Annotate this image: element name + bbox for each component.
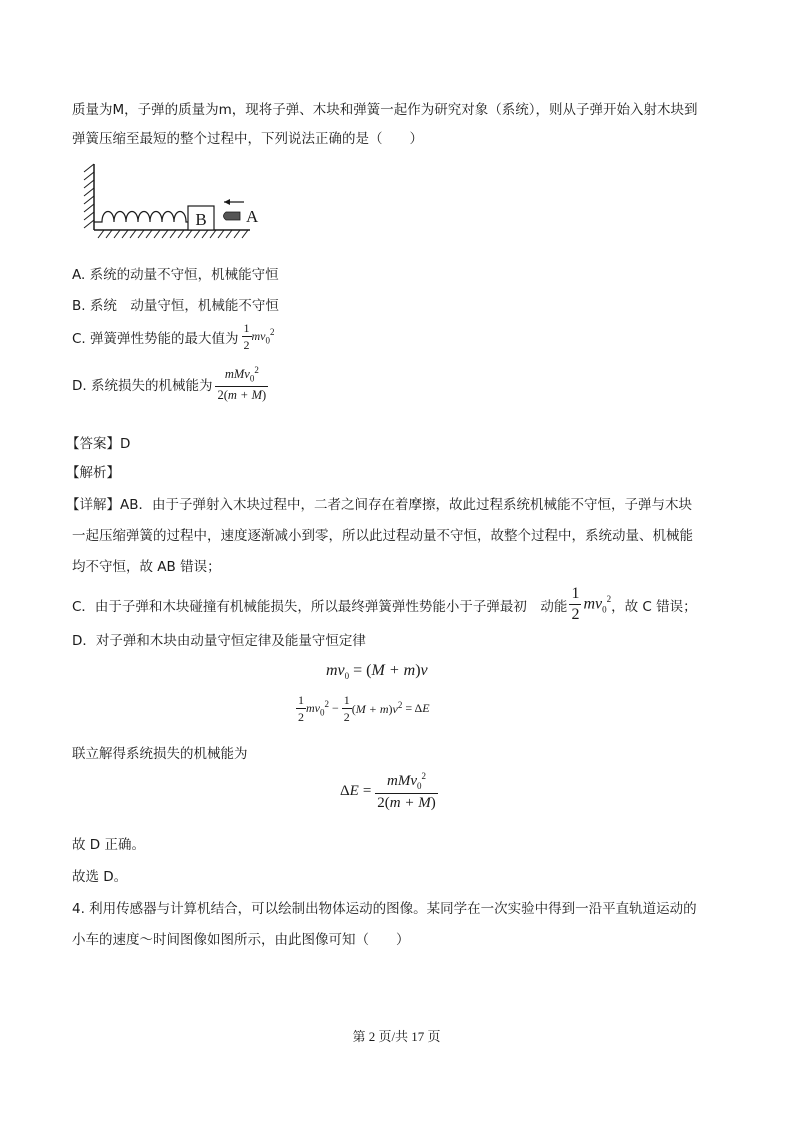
option-d-text: D. 系统损失的机械能为 [72,377,213,394]
block-label: B [195,210,207,229]
answer: 【答案】D [66,436,131,452]
detail-c: C．由于子弹和木块碰撞有机械能损失，所以最终弹簧弹性势能小于子弹最初 动能 $\frac{1}{2}$ $mv_0^2$ ，故 C 错误； [72,585,697,623]
detail-c-tail: ，故 C 错误； [611,598,697,615]
detail-line-3: 均不守恒，故 AB 错误； [72,559,221,575]
loss-equation: Δ E = $\frac{mMv_0^2}{2(m + M)}$ [340,771,436,811]
option-d-formula: $\frac{mMv_0^2}{2(m + M)}$ [217,365,267,402]
option-d [72,366,268,401]
option-c: C. 弹簧弹性势能的最大值为 $\frac{1}{2}$ $mv_0^2$ [72,321,275,352]
detail-c-text: C．由于子弹和木块碰撞有机械能损失，所以最终弹簧弹性势能小于子弹最初 动能 [72,598,568,615]
question-4-line-1: 4. 利用传感器与计算机结合，可以绘制出物体运动的图像。某同学在一次实验中得到一沿平直轨道运动的 [72,901,697,917]
option-a: A. 系统的动量不守恒，机械能守恒 [72,267,279,283]
analysis-heading: 【解析】 [66,465,120,481]
detail-c-formula: $\frac{1}{2}$ [571,585,580,623]
spring-block-bullet-figure [80,160,280,240]
energy-equation: $\frac{1}{2}$ $mv_0^2$ − $\frac{1}{2}$ $(M + m)v^2$ = Δ E [298,693,430,724]
choose-d: 故选 D。 [72,869,128,885]
detail-line-1: 【详解】AB．由于子弹射入木块过程中，二者之间存在着摩擦，故此过程系统机械能不守恒，子弹与木块 [66,497,692,513]
question-3-line-1: 质量为M，子弹的质量为m，现将子弹、木块和弹簧一起作为研究对象（系统），则从子弹开始入射木块到 [72,102,698,118]
question-3-line-2: 弹簧压缩至最短的整个过程中，下列说法正确的是（ ） [72,131,423,147]
bullet-label: A [246,207,259,226]
detail-d-line: D．对子弹和木块由动量守恒定律及能量守恒定律 [72,633,366,649]
option-c-text: C. 弹簧弹性势能的最大值为 [72,330,239,347]
d-correct: 故 D 正确。 [72,837,145,853]
question-4-line-2: 小车的速度～时间图像如图所示，由此图像可知（ ） [72,932,410,948]
page-footer: 第 2 页/共 17 页 [352,1029,441,1044]
momentum-equation: $mv_0 = (M + m)v$ [326,662,428,682]
option-b: B. 系统 动量守恒，机械能不守恒 [72,298,279,314]
combine-line: 联立解得系统损失的机械能为 [72,746,248,762]
option-c-formula: $\frac{1}{2}$ [243,321,250,352]
detail-line-2: 一起压缩弹簧的过程中，速度逐渐减小到零，所以此过程动量不守恒，故整个过程中，系统动量、机械能 [72,528,693,544]
